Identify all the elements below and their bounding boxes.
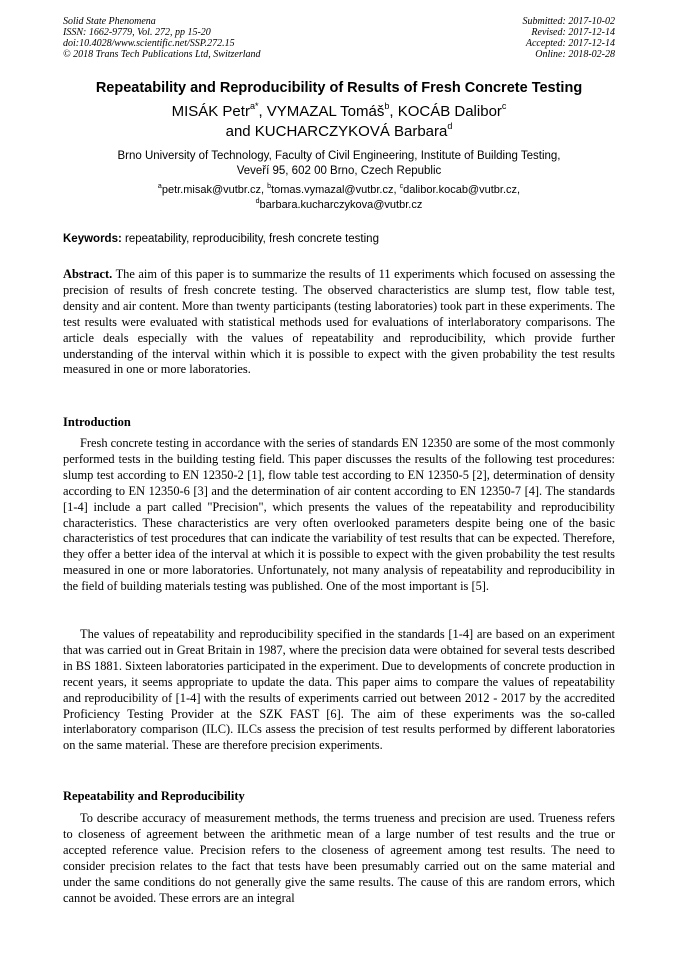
email-link[interactable]: dalibor.kocab@vutbr.cz, bbox=[403, 184, 521, 196]
abstract-label: Abstract. bbox=[63, 267, 113, 281]
keywords bbox=[63, 233, 615, 245]
journal-info bbox=[63, 16, 261, 60]
email-link[interactable]: barbara.kucharczykova@vutbr.cz bbox=[259, 199, 423, 211]
introduction-paragraph: The values of repeatability and reproducibility specified in the standards [1-4] are based on an experiment that was carried out in Great Britain in 1987, where the precision data were obtained for several tests described in BS 1881. Sixteen laboratories participated in the experiment. Due to developments of concrete production in recent years, it seems appropriate to update the data. This paper aims to compare the values of repeatability and reproducibility of [1-4] with the results of experiments carried out between 2012 - 2017 by the accredited Proficiency Testing Provider at the SZK FAST [6]. The aim of these experiments was the so-called interlaboratory comparison (ILC). ILCs assess the precision of test results performed by different laboratories on the same material. These are therefore precision experiments. bbox=[63, 627, 615, 753]
affiliation-line: Brno University of Technology, Faculty of Civil Engineering, Institute of Building Testing, bbox=[117, 150, 561, 162]
accepted-date: Accepted: 2017-12-14 bbox=[525, 38, 615, 49]
author-mark: a* bbox=[249, 101, 259, 111]
email-mark: b bbox=[267, 183, 272, 190]
issn-line: ISSN: 1662-9779, Vol. 272, pp 15-20 bbox=[63, 27, 211, 38]
affiliation bbox=[0, 149, 678, 179]
affiliation-line: Veveří 95, 602 00 Brno, Czech Republic bbox=[236, 165, 442, 177]
submitted-date: Submitted: 2017-10-02 bbox=[522, 16, 615, 27]
email-list bbox=[0, 183, 678, 213]
author-list: MISÁK Petr$^{a*}$, VYMAZAL Tomáš$^b$, KOCÁB Dalibor$^c$ and KUCHARCZYKOVÁ Barbara$^d$ bbox=[171, 101, 507, 140]
online-date: Online: 2018-02-28 bbox=[535, 49, 615, 60]
author-mark: d bbox=[447, 121, 453, 131]
keywords-label: Keywords: bbox=[63, 233, 122, 245]
introduction-paragraph: Fresh concrete testing in accordance with the series of standards EN 12350 are some of the most commonly performed tests in the building testing field. This paper discusses the results of the following test procedures: slump test according to EN 12350-2 [1], flow table test according to EN 12350-5 [2], determination of density according to EN 12350-6 [3] and the determination of air content according to EN 12350-7 [4]. The standards [1-4] include a part called "Precision", which presents the values of the repeatability and reproducibility characteristics. These characteristics are very often overlooked parameters despite being one of the basic characteristics of test procedures that can indicate the variability of test results that can be expected. Therefore, they offer a better idea of the interval at which it is possible to expect with the given probability the test results measured in one or more laboratories. Unfortunately, not many analysis of repeatability and reproducibility in the field of building materials testing was published. One of the most important is [5]. bbox=[63, 436, 615, 594]
author-mark: b bbox=[384, 101, 390, 111]
email-link[interactable]: tomas.vymazal@vutbr.cz, bbox=[271, 184, 397, 196]
author-name: KOCÁB Dalibor bbox=[397, 103, 502, 120]
author-name: MISÁK Petr bbox=[171, 103, 250, 120]
submission-dates bbox=[523, 16, 616, 60]
email-link[interactable]: petr.misak@vutbr.cz, bbox=[161, 184, 265, 196]
abstract-text: The aim of this paper is to summarize the results of 11 experiments which focused on assessing the precision of results of fresh concrete testing. The observed characteristics are slump test, flow table test, density and air content. More than twenty participants (testing laboratories) took part in these experiments. The test results were evaluated with statistical methods used for evaluations of interlaboratory comparisons. The article deals especially with the values of repeatability and reproducibility, which provide further understanding of the interval within which it is possible to expect with the given probability the test results measured in one or more laboratories. bbox=[63, 267, 615, 377]
email-mark: c bbox=[399, 183, 404, 190]
section-heading-introduction: Introduction bbox=[63, 415, 131, 429]
author-name: and KUCHARCZYKOVÁ Barbara bbox=[225, 123, 448, 140]
author-name: VYMAZAL Tomáš bbox=[266, 103, 385, 120]
doi-line: doi:10.4028/www.scientific.net/SSP.272.15 bbox=[63, 38, 235, 49]
revised-date: Revised: 2017-12-14 bbox=[531, 27, 615, 38]
author-mark: c bbox=[501, 101, 507, 111]
paper-title: Repeatability and Reproducibility of Results of Fresh Concrete Testing bbox=[95, 80, 583, 96]
email-mark: d bbox=[255, 198, 260, 205]
abstract bbox=[63, 267, 615, 378]
repeatability-paragraph: To describe accuracy of measurement methods, the terms trueness and precision are used. Trueness refers to closeness of agreement between the arithmetic mean of a large number of test results and the true or accepted reference value. Precision refers to the closeness of agreement among test results. The need to consider precision relates to the fact that tests have been presumably carried out on the same material and under the same conditions do not generally give the same results. The cause of this are random errors, which cannot be avoided. These errors are an integral bbox=[63, 811, 615, 905]
email-mark: a bbox=[157, 183, 162, 190]
journal-name: Solid State Phenomena bbox=[63, 16, 156, 27]
keywords-text: repeatability, reproducibility, fresh concrete testing bbox=[121, 233, 379, 245]
copyright-line: © 2018 Trans Tech Publications Ltd, Switzerland bbox=[63, 49, 261, 60]
section-heading-repeatability: Repeatability and Reproducibility bbox=[63, 789, 245, 803]
